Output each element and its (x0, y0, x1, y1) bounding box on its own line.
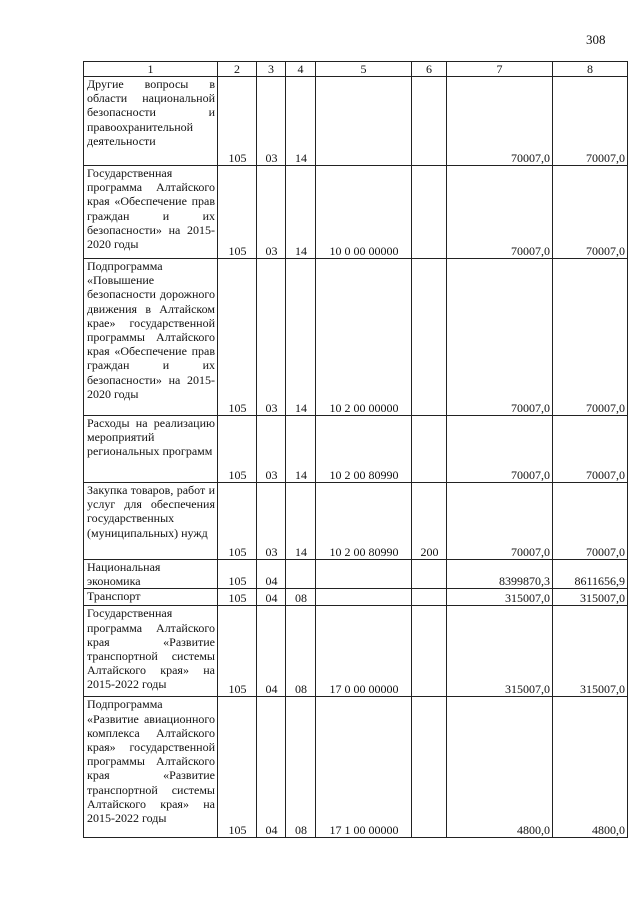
budget-table (83, 61, 628, 838)
code-rz-cell: 04 (257, 606, 286, 697)
code-csr-cell (316, 589, 412, 606)
amount-col8-cell: 70007,0 (553, 259, 628, 416)
table-row (84, 560, 628, 589)
row-name-cell: Транспорт (84, 589, 218, 606)
page-number: 308 (586, 32, 606, 47)
column-header: 7 (447, 62, 553, 77)
code-csr-cell: 10 2 00 80990 (316, 483, 412, 560)
code-rz-cell: 03 (257, 166, 286, 259)
amount-col7-cell: 315007,0 (447, 606, 553, 697)
column-header: 2 (218, 62, 257, 77)
row-name-cell: Государственная программа Алтайского края «Развитие транспортной системы Алтайского края» на 2015-2022 годы (84, 606, 218, 697)
amount-col7-cell: 315007,0 (447, 589, 553, 606)
code-pr-cell: 14 (286, 166, 316, 259)
code-vr-cell (412, 77, 447, 166)
code-pr-cell: 08 (286, 589, 316, 606)
code-csr-cell: 10 2 00 80990 (316, 416, 412, 483)
row-name-cell: Государственная программа Алтайского края «Обеспечение прав граждан и их безопасности» на 2015-2020 годы (84, 166, 218, 259)
code-rz-cell: 04 (257, 589, 286, 606)
row-name-cell: Подпрограмма «Развитие авиационного комплекса Алтайского края» государственной программы Алтайского края «Развитие транспортной системы Алтайского края» на 2015-2022 годы (84, 697, 218, 838)
code-rz-cell: 04 (257, 697, 286, 838)
code-ved-cell: 105 (218, 77, 257, 166)
amount-col8-cell: 8611656,9 (553, 560, 628, 589)
code-csr-cell: 10 0 00 00000 (316, 166, 412, 259)
row-name-cell: Расходы на реализацию мероприятий региональных программ (84, 416, 218, 483)
row-name-cell: Национальная экономика (84, 560, 218, 589)
row-name-cell: Закупка товаров, работ и услуг для обеспечения государственных (муниципальных) нужд (84, 483, 218, 560)
amount-col8-cell: 70007,0 (553, 483, 628, 560)
amount-col7-cell: 70007,0 (447, 259, 553, 416)
table-row (84, 606, 628, 697)
column-header: 5 (316, 62, 412, 77)
row-name-cell: Подпрограмма «Повышение безопасности дорожного движения в Алтайском крае» государственной программы Алтайского края «Обеспечение прав граждан и их безопасности» на 2015-2020 годы (84, 259, 218, 416)
code-ved-cell: 105 (218, 259, 257, 416)
code-csr-cell: 17 0 00 00000 (316, 606, 412, 697)
amount-col8-cell: 315007,0 (553, 606, 628, 697)
code-ved-cell: 105 (218, 606, 257, 697)
amount-col7-cell: 8399870,3 (447, 560, 553, 589)
code-vr-cell (412, 606, 447, 697)
code-pr-cell: 14 (286, 416, 316, 483)
amount-col8-cell: 70007,0 (553, 416, 628, 483)
table-row (84, 589, 628, 606)
amount-col7-cell: 4800,0 (447, 697, 553, 838)
table-row (84, 697, 628, 838)
amount-col8-cell: 315007,0 (553, 589, 628, 606)
code-ved-cell: 105 (218, 166, 257, 259)
amount-col8-cell: 70007,0 (553, 77, 628, 166)
code-pr-cell (286, 560, 316, 589)
code-ved-cell: 105 (218, 697, 257, 838)
table-row (84, 166, 628, 259)
code-rz-cell: 04 (257, 560, 286, 589)
code-vr-cell (412, 697, 447, 838)
code-csr-cell: 17 1 00 00000 (316, 697, 412, 838)
column-header: 8 (553, 62, 628, 77)
column-header: 4 (286, 62, 316, 77)
code-vr-cell (412, 589, 447, 606)
amount-col7-cell: 70007,0 (447, 416, 553, 483)
column-header: 3 (257, 62, 286, 77)
code-vr-cell (412, 560, 447, 589)
code-vr-cell (412, 416, 447, 483)
code-ved-cell: 105 (218, 483, 257, 560)
code-pr-cell: 14 (286, 259, 316, 416)
row-name-cell: Другие вопросы в области национальной безопасности и правоохранительной деятельности (84, 77, 218, 166)
code-pr-cell: 08 (286, 606, 316, 697)
code-pr-cell: 14 (286, 77, 316, 166)
code-ved-cell: 105 (218, 589, 257, 606)
code-ved-cell: 105 (218, 416, 257, 483)
table-row (84, 483, 628, 560)
header-row (84, 62, 628, 77)
code-rz-cell: 03 (257, 483, 286, 560)
amount-col8-cell: 70007,0 (553, 166, 628, 259)
table-row (84, 259, 628, 416)
code-pr-cell: 08 (286, 697, 316, 838)
code-csr-cell: 10 2 00 00000 (316, 259, 412, 416)
amount-col8-cell: 4800,0 (553, 697, 628, 838)
amount-col7-cell: 70007,0 (447, 483, 553, 560)
code-csr-cell (316, 77, 412, 166)
column-header: 6 (412, 62, 447, 77)
code-vr-cell (412, 166, 447, 259)
code-pr-cell: 14 (286, 483, 316, 560)
column-header: 1 (84, 62, 218, 77)
table-row (84, 416, 628, 483)
code-rz-cell: 03 (257, 77, 286, 166)
table-row (84, 77, 628, 166)
code-csr-cell (316, 560, 412, 589)
amount-col7-cell: 70007,0 (447, 77, 553, 166)
amount-col7-cell: 70007,0 (447, 166, 553, 259)
code-rz-cell: 03 (257, 416, 286, 483)
code-rz-cell: 03 (257, 259, 286, 416)
code-ved-cell: 105 (218, 560, 257, 589)
code-vr-cell (412, 259, 447, 416)
code-vr-cell: 200 (412, 483, 447, 560)
